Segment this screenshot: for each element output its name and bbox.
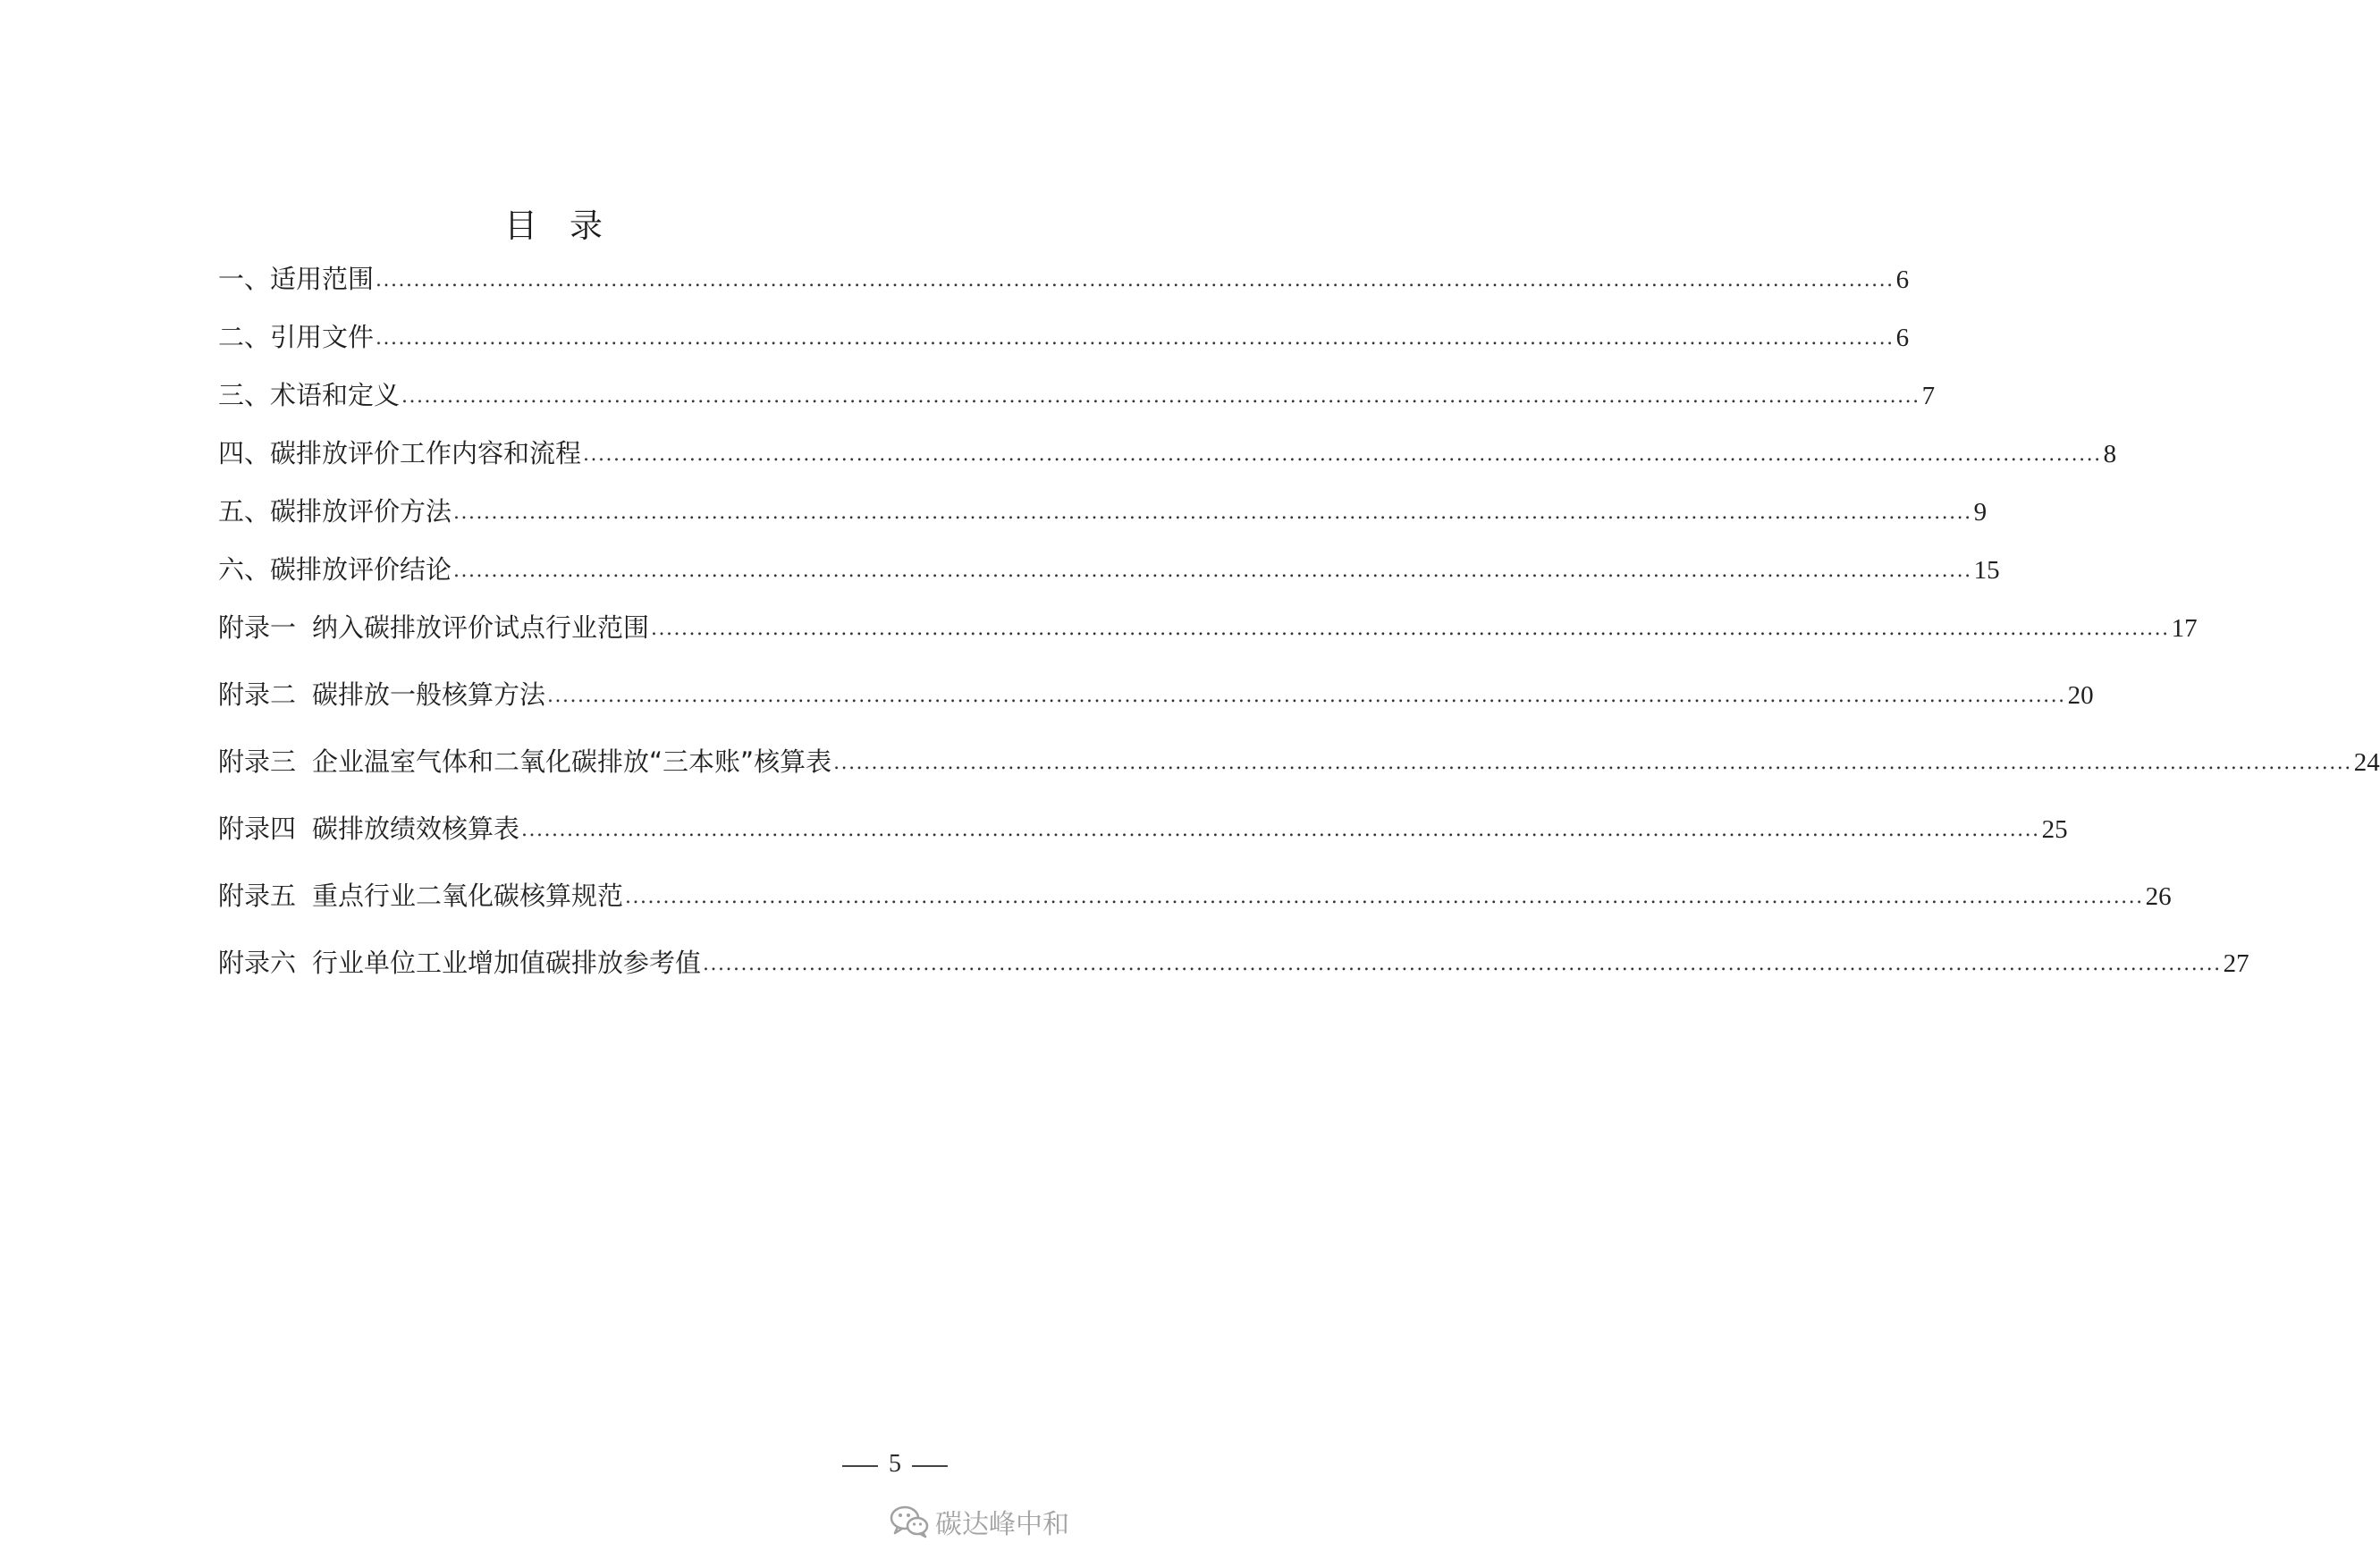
toc-entry-page: 6 bbox=[1895, 324, 1910, 352]
toc-entry-page: 20 bbox=[2067, 681, 2094, 710]
toc-entry-page: 24 bbox=[2353, 748, 2380, 777]
toc-entry-appendix[interactable] bbox=[218, 945, 2249, 981]
toc-entry-page: 7 bbox=[1921, 382, 1936, 410]
toc-entry[interactable] bbox=[218, 319, 1910, 355]
toc-leader-dots: ........................................................................................................................................................................................................ bbox=[547, 685, 2066, 707]
toc-entry-label: 三、术语和定义 bbox=[218, 380, 401, 410]
toc-entry-appendix[interactable] bbox=[218, 811, 2068, 847]
toc-entry-label bbox=[218, 610, 649, 645]
toc-leader-dots: ........................................................................................................................................................................................................ bbox=[651, 618, 2170, 640]
toc-title-part2: 录 bbox=[570, 207, 604, 245]
toc-leader-dots: ........................................................................................................................................................................................................ bbox=[833, 752, 2352, 774]
toc-leader-dots: ........................................................................................................................................................................................................ bbox=[376, 327, 1895, 350]
toc-entry-page: 26 bbox=[2145, 882, 2172, 911]
toc-entry-label bbox=[218, 744, 831, 780]
toc-leader-dots: ........................................................................................................................................................................................................ bbox=[376, 269, 1895, 291]
page-number bbox=[831, 1450, 958, 1479]
toc-leader-dots: ........................................................................................................................................................................................................ bbox=[453, 560, 1972, 582]
toc-entry-label bbox=[218, 878, 623, 914]
appendix-title: 重点行业二氧化碳核算规范 bbox=[312, 881, 624, 911]
toc-entry-label: 二、引用文件 bbox=[218, 322, 375, 352]
toc-entry-label bbox=[218, 677, 545, 712]
toc-entry[interactable] bbox=[218, 261, 1910, 297]
appendix-title: 企业温室气体和二氧化碳排放“三本账”核算表 bbox=[312, 746, 832, 777]
toc-entry-page: 27 bbox=[2223, 949, 2249, 978]
appendix-title: 纳入碳排放评价试点行业范围 bbox=[312, 612, 650, 643]
appendix-title: 碳排放绩效核算表 bbox=[312, 814, 520, 844]
toc-leader-dots: ........................................................................................................................................................................................................ bbox=[583, 443, 2102, 466]
appendix-prefix: 附录五 bbox=[218, 881, 297, 911]
toc-entry-label: 六、碳排放评价结论 bbox=[218, 554, 452, 585]
toc-entry-page: 15 bbox=[1973, 556, 2000, 585]
toc-entry-page: 8 bbox=[2103, 440, 2117, 468]
toc-entry-appendix[interactable] bbox=[218, 610, 2198, 645]
page-number-dash-left bbox=[842, 1465, 878, 1467]
appendix-title: 行业单位工业增加值碳排放参考值 bbox=[312, 948, 702, 978]
page-number-dash-right bbox=[912, 1465, 948, 1467]
toc-entry-label: 一、适用范围 bbox=[218, 264, 375, 294]
toc-entry-page: 25 bbox=[2041, 815, 2068, 844]
toc-leader-dots: ........................................................................................................................................................................................................ bbox=[453, 502, 1972, 524]
toc-entry[interactable] bbox=[218, 377, 1936, 413]
appendix-prefix: 附录四 bbox=[218, 814, 297, 844]
page-number-value: 5 bbox=[889, 1450, 901, 1478]
toc-title-part1: 目 bbox=[504, 207, 539, 245]
toc-entry-label bbox=[218, 811, 519, 847]
toc-entry-appendix[interactable] bbox=[218, 677, 2094, 712]
toc-entry[interactable] bbox=[218, 552, 2000, 587]
toc-entry-appendix[interactable] bbox=[218, 878, 2172, 914]
appendix-prefix: 附录三 bbox=[218, 746, 297, 777]
toc-leader-dots: ........................................................................................................................................................................................................ bbox=[521, 819, 2040, 841]
toc-entry-page: 9 bbox=[1973, 498, 1988, 527]
toc-leader-dots: ........................................................................................................................................................................................................ bbox=[625, 886, 2144, 908]
appendix-title: 碳排放一般核算方法 bbox=[312, 679, 546, 710]
toc-leader-dots: ........................................................................................................................................................................................................ bbox=[401, 385, 1920, 408]
toc-title bbox=[0, 198, 1109, 247]
toc-entry-appendix[interactable] bbox=[218, 744, 2380, 780]
toc-leader-dots: ........................................................................................................................................................................................................ bbox=[703, 953, 2222, 975]
toc-entry-page: 6 bbox=[1895, 266, 1910, 294]
toc-entry-label bbox=[218, 945, 701, 981]
appendix-prefix: 附录二 bbox=[218, 679, 297, 710]
watermark bbox=[889, 1502, 1069, 1541]
appendix-prefix: 附录六 bbox=[218, 948, 297, 978]
appendix-prefix: 附录一 bbox=[218, 612, 297, 643]
toc-entry-label: 五、碳排放评价方法 bbox=[218, 496, 452, 527]
toc-entry[interactable] bbox=[218, 493, 1988, 529]
toc-entry[interactable] bbox=[218, 435, 2117, 471]
toc-entry-page: 17 bbox=[2171, 614, 2198, 643]
wechat-icon bbox=[889, 1504, 930, 1539]
watermark-text: 碳达峰中和 bbox=[935, 1509, 1069, 1540]
toc-entry-label: 四、碳排放评价工作内容和流程 bbox=[218, 438, 582, 468]
